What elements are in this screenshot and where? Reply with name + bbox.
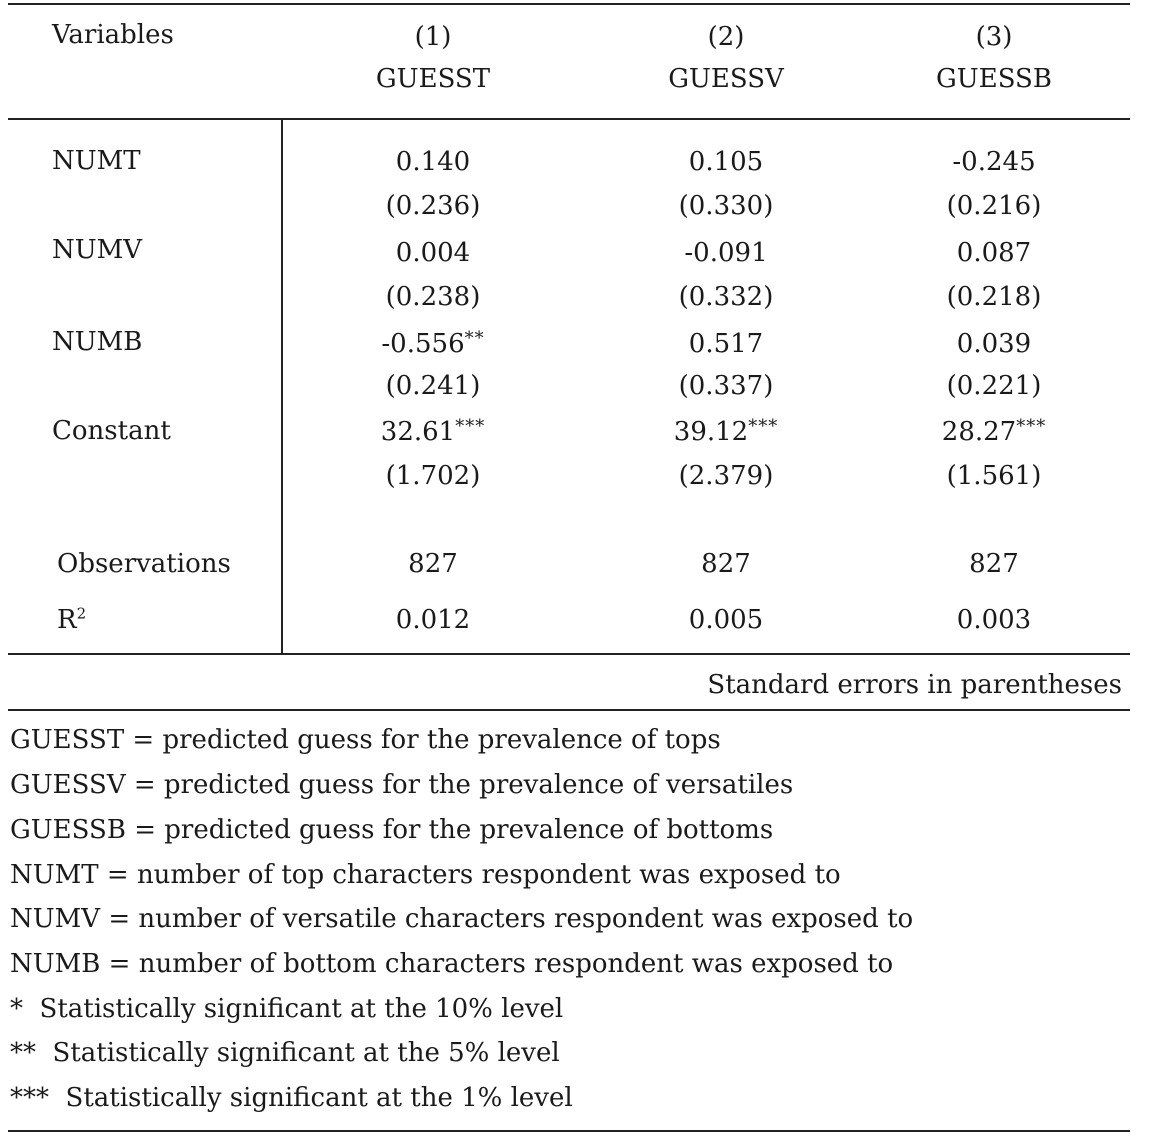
coef-cell: 32.61*** bbox=[380, 416, 486, 447]
label-column-divider bbox=[281, 120, 283, 653]
variables-header: Variables bbox=[52, 20, 174, 50]
standard-errors-note: Standard errors in parentheses bbox=[707, 670, 1122, 700]
note-guesst: GUESST = predicted guess for the prevalence of tops bbox=[10, 725, 721, 755]
se-cell: (0.330) bbox=[678, 191, 774, 221]
observations-cell: 827 bbox=[408, 549, 458, 579]
notes-top-rule bbox=[8, 709, 1130, 711]
note-significance-5: ** Statistically significant at the 5% level bbox=[10, 1038, 560, 1068]
column-3-name: GUESSB bbox=[936, 64, 1052, 94]
se-cell: (0.337) bbox=[678, 371, 774, 401]
coef-cell: -0.556** bbox=[381, 328, 485, 359]
row-label-constant: Constant bbox=[52, 416, 171, 446]
note-significance-10: * Statistically significant at the 10% level bbox=[10, 994, 564, 1024]
se-cell: (0.238) bbox=[385, 282, 481, 312]
column-2-number: (2) bbox=[707, 22, 745, 52]
coef-cell: 0.517 bbox=[688, 329, 764, 359]
coef-cell: 0.087 bbox=[956, 238, 1032, 268]
column-3-number: (3) bbox=[975, 22, 1013, 52]
row-label-observations: Observations bbox=[57, 549, 231, 579]
observations-cell: 827 bbox=[701, 549, 751, 579]
se-cell: (0.218) bbox=[946, 282, 1042, 312]
observations-cell: 827 bbox=[969, 549, 1019, 579]
row-label-numt: NUMT bbox=[52, 146, 141, 176]
table-bottom-rule bbox=[8, 653, 1130, 655]
coef-cell: -0.091 bbox=[684, 238, 768, 268]
note-guessv: GUESSV = predicted guess for the prevalence of versatiles bbox=[10, 770, 794, 800]
row-label-numv: NUMV bbox=[52, 235, 143, 265]
se-cell: (0.221) bbox=[946, 371, 1042, 401]
se-cell: (2.379) bbox=[678, 461, 774, 491]
coef-cell: 0.004 bbox=[395, 238, 471, 268]
coef-cell: 28.27*** bbox=[941, 416, 1047, 447]
coef-cell: 0.105 bbox=[688, 147, 764, 177]
se-cell: (1.702) bbox=[385, 461, 481, 491]
se-cell: (0.241) bbox=[385, 371, 481, 401]
row-label-numb: NUMB bbox=[52, 327, 143, 357]
coef-cell: -0.245 bbox=[952, 147, 1036, 177]
header-rule bbox=[8, 118, 1130, 120]
r-squared-cell: 0.005 bbox=[688, 605, 764, 635]
bottom-rule bbox=[8, 1130, 1130, 1132]
se-cell: (1.561) bbox=[946, 461, 1042, 491]
top-rule bbox=[8, 3, 1130, 5]
coef-cell: 39.12*** bbox=[673, 416, 779, 447]
row-label-r-squared: $R^2$ bbox=[57, 604, 87, 635]
r-squared-cell: 0.003 bbox=[956, 605, 1032, 635]
se-cell: (0.236) bbox=[385, 191, 481, 221]
coef-cell: 0.039 bbox=[956, 329, 1032, 359]
column-2-name: GUESSV bbox=[668, 64, 784, 94]
column-1-name: GUESST bbox=[375, 64, 491, 94]
note-guessb: GUESSB = predicted guess for the prevalence of bottoms bbox=[10, 815, 774, 845]
coef-cell: 0.140 bbox=[395, 147, 471, 177]
note-numb: NUMB = number of bottom characters respondent was exposed to bbox=[10, 949, 894, 979]
se-cell: (0.332) bbox=[678, 282, 774, 312]
note-numt: NUMT = number of top characters respondent was exposed to bbox=[10, 860, 841, 890]
column-1-number: (1) bbox=[414, 22, 452, 52]
note-numv: NUMV = number of versatile characters respondent was exposed to bbox=[10, 904, 914, 934]
r-squared-cell: 0.012 bbox=[395, 605, 471, 635]
note-significance-1: *** Statistically significant at the 1% level bbox=[10, 1083, 573, 1113]
se-cell: (0.216) bbox=[946, 191, 1042, 221]
